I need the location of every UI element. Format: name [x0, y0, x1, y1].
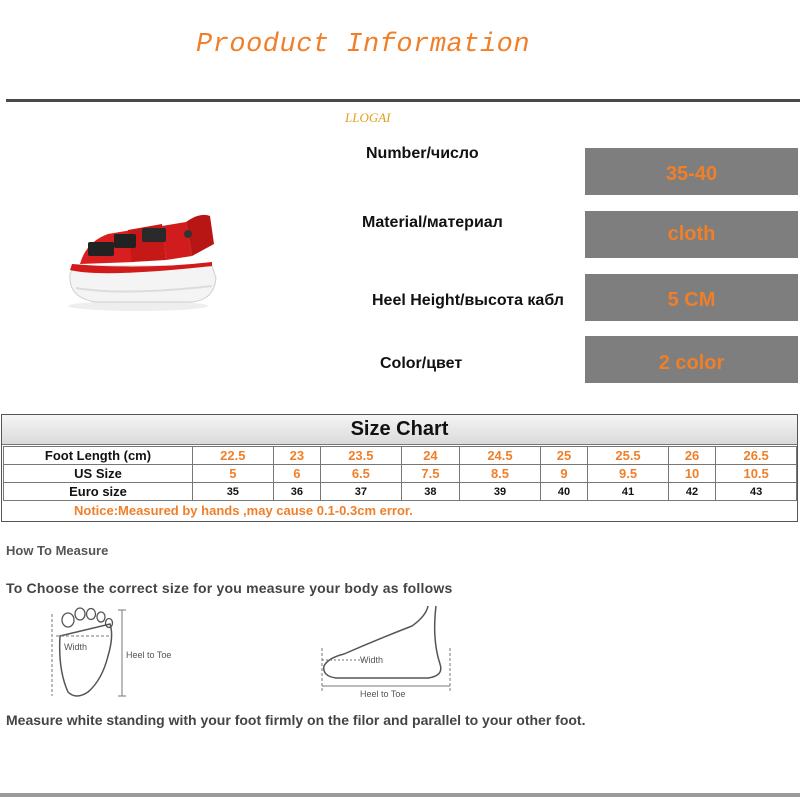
size-cell: 10.5 [716, 465, 797, 483]
size-chart [1, 414, 798, 522]
size-cell: 8.5 [460, 465, 541, 483]
size-cell: 6.5 [321, 465, 402, 483]
size-cell: 6 [273, 465, 320, 483]
size-cell: 23 [273, 447, 320, 465]
size-cell: 36 [273, 483, 320, 501]
size-cell: 25 [540, 447, 587, 465]
side-width-label: Width [360, 655, 384, 665]
size-cell: 41 [588, 483, 669, 501]
product-label-number: Number/число [366, 145, 479, 162]
size-cell: 9 [540, 465, 587, 483]
product-label-color: Color/цвет [380, 355, 463, 372]
size-cell: 24.5 [460, 447, 541, 465]
size-cell: 43 [716, 483, 797, 501]
size-cell: 7.5 [401, 465, 459, 483]
product-value-color: 2 color [585, 336, 798, 383]
size-row-euro [4, 483, 797, 501]
foot-top-view-diagram [46, 600, 206, 700]
choose-size-text: To Choose the correct size for you measure your body as follows [6, 580, 453, 596]
size-cell: 26.5 [716, 447, 797, 465]
brand-name: LLOGAI [345, 110, 391, 125]
product-value-material: cloth [585, 211, 798, 258]
product-label-heel-height: Heel Height/высота кабл [372, 292, 564, 309]
product-label-material: Material/материал [362, 214, 503, 231]
measure-instruction: Measure white standing with your foot firmly on the filor and parallel to your other foot. [6, 712, 586, 728]
size-cell: 22.5 [193, 447, 274, 465]
size-cell: 26 [668, 447, 715, 465]
size-cell: 23.5 [321, 447, 402, 465]
row-header: Foot Length (cm) [4, 447, 193, 465]
row-header: Euro size [4, 483, 193, 501]
row-header: US Size [4, 465, 193, 483]
size-chart-table [3, 446, 797, 501]
size-cell: 38 [401, 483, 459, 501]
heel-to-toe-label: Heel to Toe [126, 650, 172, 660]
side-heel-to-toe-label: Heel to Toe [360, 689, 406, 699]
size-chart-notice: Notice:Measured by hands ,may cause 0.1-0.3cm error. [74, 503, 413, 518]
size-chart-title: Size Chart [2, 415, 797, 445]
sandal-image [62, 208, 224, 312]
size-cell: 35 [193, 483, 274, 501]
size-cell: 37 [321, 483, 402, 501]
size-cell: 5 [193, 465, 274, 483]
size-cell: 40 [540, 483, 587, 501]
how-to-measure-heading: How To Measure [6, 543, 109, 558]
size-cell: 42 [668, 483, 715, 501]
size-cell: 25.5 [588, 447, 669, 465]
size-cell: 24 [401, 447, 459, 465]
size-row-us [4, 465, 797, 483]
foot-side-view-diagram [316, 600, 466, 700]
product-value-number: 35-40 [585, 148, 798, 195]
size-cell: 10 [668, 465, 715, 483]
width-label: Width [64, 642, 88, 652]
size-row-foot-length [4, 447, 797, 465]
footer-divider [0, 793, 800, 797]
page-title: Prooduct Information [196, 30, 531, 60]
product-value-heel-height: 5 CM [585, 274, 798, 321]
size-cell: 9.5 [588, 465, 669, 483]
size-cell: 39 [460, 483, 541, 501]
header-divider [6, 99, 800, 102]
